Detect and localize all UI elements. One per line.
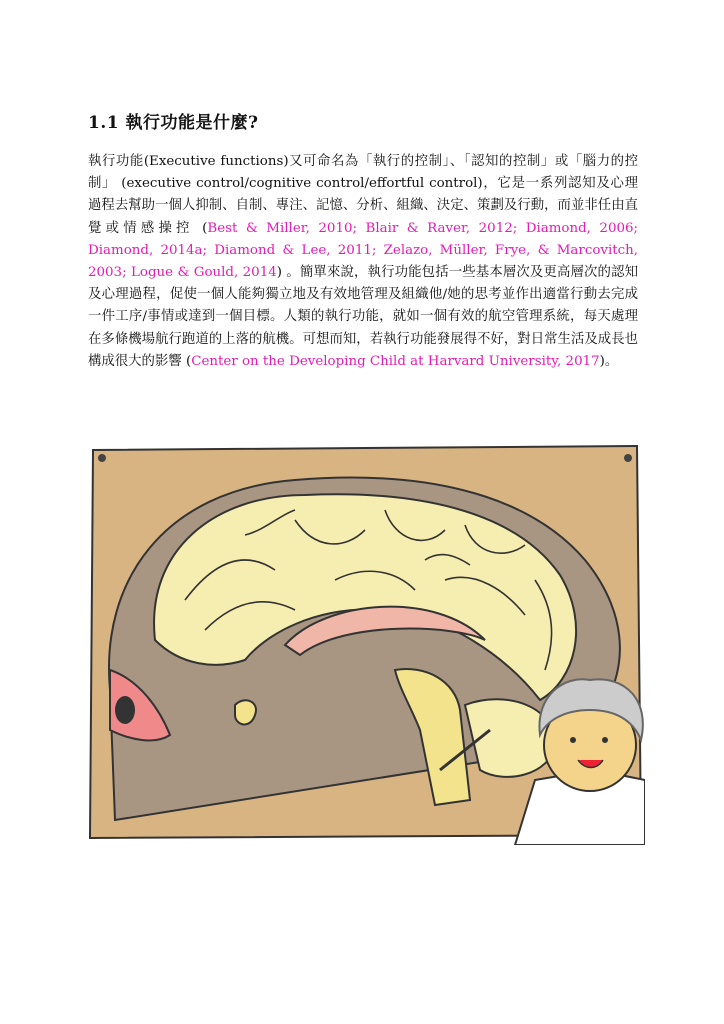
- pituitary: [235, 700, 256, 724]
- section-heading: 1.1 執行功能是什麼?: [88, 113, 259, 133]
- citation-2: Center on the Developing Child at Harvard University, 2017: [191, 353, 600, 369]
- brain-illustration: [85, 440, 645, 845]
- body-paragraph: [88, 151, 638, 373]
- paragraph-text-3: )。: [599, 353, 619, 369]
- eye-icon: [115, 696, 135, 724]
- paragraph-text-2: ) 。簡單來說，執行功能包括一些基本層次及更高層次的認知及心理過程，促使一個人能夠獨立地及有效地管理及組織他/她的思考並作出適當行動去完成一件工序/事情或達到一個目標。人類的執行功能，就如一個有效的航空管理系統，每天處理在多條機場航行跑道的上落的航機。可想而知，若執行功能發展得不好，對日常生活及成長也構成很大的影響 (: [88, 265, 639, 369]
- citation-1: Best & Miller, 2010; Blair & Raver, 2012; Diamond, 2006; Diamond, 2014a; Diamond & Lee, 2011; Zelazo, Müller, Frye, & Marcovitch, 2003; Logue & Gould, 2014: [88, 220, 639, 281]
- pin-icon: [624, 454, 632, 462]
- pin-icon: [98, 454, 106, 462]
- paragraph-text-1: 執行功能(Executive functions)又可命名為「執行的控制」、「認知的控制」或「腦力的控制」 (executive control/cognitive control/effortful control)，它是一系列認知及心理過程去幫助一個人抑制、自制、專注、記憶、分析、組織、決定、策劃及行動，而並非任由直覺或情感操控 (: [88, 154, 638, 236]
